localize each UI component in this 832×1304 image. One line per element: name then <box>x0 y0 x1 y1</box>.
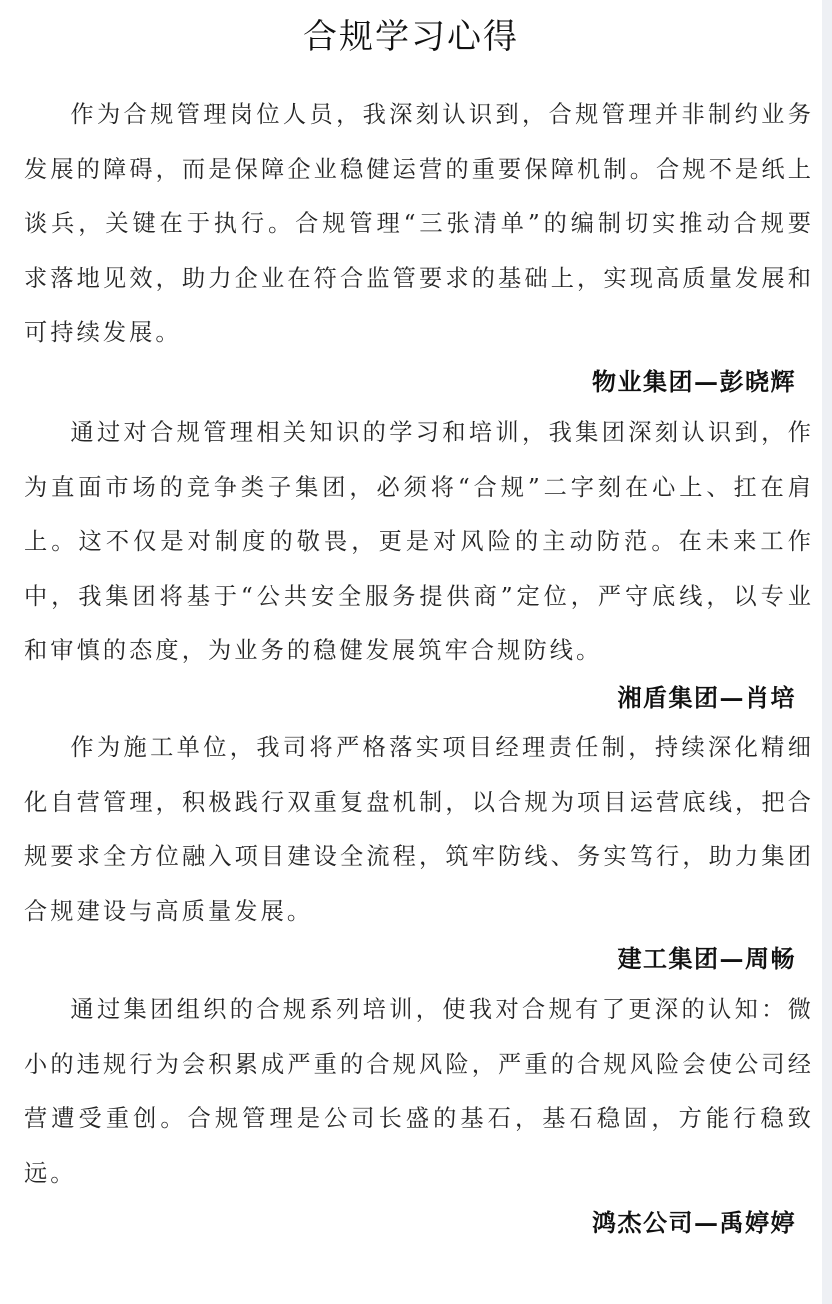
signature-4: 鸿杰公司—禹婷婷 <box>592 1208 796 1237</box>
paragraph-4: 通过集团组织的合规系列培训，使我对合规有了更深的认知：微小的违规行为会积累成严重的合规风险，严重的合规风险会使公司经营遭受重创。合规管理是公司长盛的基石，基石稳固，方能行稳致远。 <box>24 996 814 1187</box>
signature-3: 建工集团—周畅 <box>617 944 796 973</box>
page-edge <box>822 0 832 1304</box>
page-title: 合规学习心得 <box>303 17 519 57</box>
paragraph-1: 作为合规管理岗位人员，我深刻认识到，合规管理并非制约业务发展的障碍，而是保障企业稳健运营的重要保障机制。合规不是纸上谈兵，关键在于执行。合规管理“三张清单”的编制切实推动合规要求落地见效，助力企业在符合监管要求的基础上，实现高质量发展和可持续发展。 <box>24 101 814 346</box>
signature-2: 湘盾集团—肖培 <box>617 683 796 712</box>
signature-1: 物业集团—彭晓辉 <box>592 367 796 396</box>
paragraph-3: 作为施工单位，我司将严格落实项目经理责任制，持续深化精细化自营管理，积极践行双重复盘机制，以合规为项目运营底线，把合规要求全方位融入项目建设全流程，筑牢防线、务实笃行，助力集团合规建设与高质量发展。 <box>24 734 814 925</box>
paragraph-2: 通过对合规管理相关知识的学习和培训，我集团深刻认识到，作为直面市场的竞争类子集团，必须将“合规”二字刻在心上、扛在肩上。这不仅是对制度的敬畏，更是对风险的主动防范。在未来工作中，我集团将基于“公共安全服务提供商”定位，严守底线，以专业和审慎的态度，为业务的稳健发展筑牢合规防线。 <box>24 419 814 664</box>
